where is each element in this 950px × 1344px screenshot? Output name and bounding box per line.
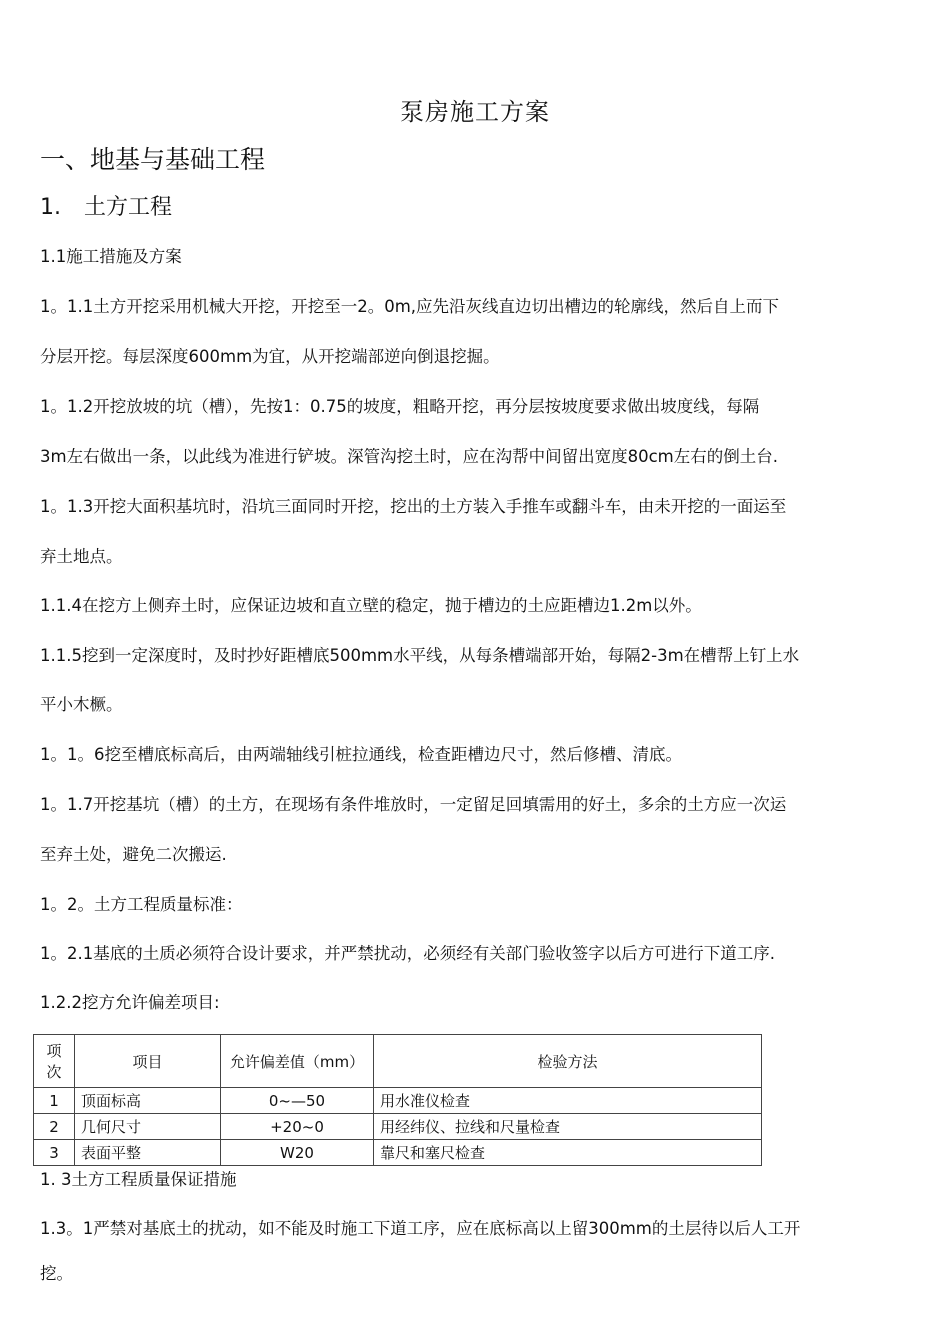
paragraph-line: 平小木橛。: [40, 695, 123, 714]
table-cell: 表面平整: [75, 1140, 221, 1166]
paragraph-line: 1。2.1基底的土质必须符合设计要求，并严禁扰动，必须经有关部门验收签字以后方可进行下道工序.: [40, 944, 775, 963]
table-header-row: [34, 1035, 762, 1088]
table-header-cell: 允许偏差值（mm）: [221, 1035, 374, 1088]
paragraph-line: 1。1.7开挖基坑（槽）的土方，在现场有条件堆放时，一定留足回填需用的好土，多余的土方应一次运: [40, 795, 787, 814]
paragraph-line: 1.2.2挖方允许偏差项目:: [40, 993, 220, 1012]
table-row: [34, 1088, 762, 1114]
paragraph-line: 至弃土处，避免二次搬运.: [40, 845, 227, 864]
subsection-heading: 1. 土方工程: [40, 195, 172, 220]
table-row: [34, 1114, 762, 1140]
paragraph-line: 1.1施工措施及方案: [40, 247, 182, 266]
paragraph-line: 1.1.5挖到一定深度时，及时抄好距槽底500mm水平线，从每条槽端部开始，每隔2-3m在槽帮上钉上水: [40, 646, 800, 665]
table-header-cell: 项次: [34, 1035, 75, 1088]
table-cell: 0~—50: [221, 1088, 374, 1114]
table-cell: 1: [34, 1088, 75, 1114]
table-cell: 几何尺寸: [75, 1114, 221, 1140]
paragraph-line: 弃土地点。: [40, 547, 123, 566]
paragraph-line: 分层开挖。每层深度600mm为宜，从开挖端部逆向倒退挖掘。: [40, 347, 500, 366]
table-cell: +20~0: [221, 1114, 374, 1140]
paragraph-line: 1.3。1严禁对基底土的扰动，如不能及时施工下道工序，应在底标高以上留300mm的土层待以后人工开: [40, 1219, 801, 1238]
deviation-table: [33, 1034, 762, 1166]
paragraph-line: 1. 3土方工程质量保证措施: [40, 1170, 237, 1189]
table-cell: W20: [221, 1140, 374, 1166]
paragraph-line: 1。2。土方工程质量标准：: [40, 895, 243, 914]
paragraph-line: 3m左右做出一条，以此线为准进行铲坡。深管沟挖土时，应在沟帮中间留出宽度80cm左右的倒土台.: [40, 447, 778, 466]
table-header-cell: 项目: [75, 1035, 221, 1088]
table-cell: 靠尺和塞尺检查: [374, 1140, 762, 1166]
table-cell: 顶面标高: [75, 1088, 221, 1114]
table-cell: 用水准仪检查: [374, 1088, 762, 1114]
paragraph-line: 1。1。6挖至槽底标高后，由两端轴线引桩拉通线，检查距槽边尺寸，然后修槽、清底。: [40, 745, 682, 764]
section-heading: 一、地基与基础工程: [40, 145, 266, 174]
table-row: [34, 1140, 762, 1166]
paragraph-line: 1。1.3开挖大面积基坑时，沿坑三面同时开挖，挖出的土方装入手推车或翻斗车，由未开挖的一面运至: [40, 497, 787, 516]
paragraph-line: 1.1.4在挖方上侧弃土时，应保证边坡和直立壁的稳定，抛于槽边的土应距槽边1.2m以外。: [40, 596, 702, 615]
table-header-cell: 检验方法: [374, 1035, 762, 1088]
paragraph-line: 挖。: [40, 1264, 73, 1283]
paragraph-line: 1。1.1土方开挖采用机械大开挖，开挖至一2。0m,应先沿灰线直边切出槽边的轮廓线，然后自上而下: [40, 297, 780, 316]
paragraph-line: 1。1.2开挖放坡的坑（槽），先按1：0.75的坡度，粗略开挖，再分层按坡度要求做出坡度线，每隔: [40, 397, 760, 416]
table-cell: 用经纬仪、拉线和尺量检查: [374, 1114, 762, 1140]
table-cell: 2: [34, 1114, 75, 1140]
table-cell: 3: [34, 1140, 75, 1166]
document-title: 泵房施工方案: [400, 98, 550, 126]
